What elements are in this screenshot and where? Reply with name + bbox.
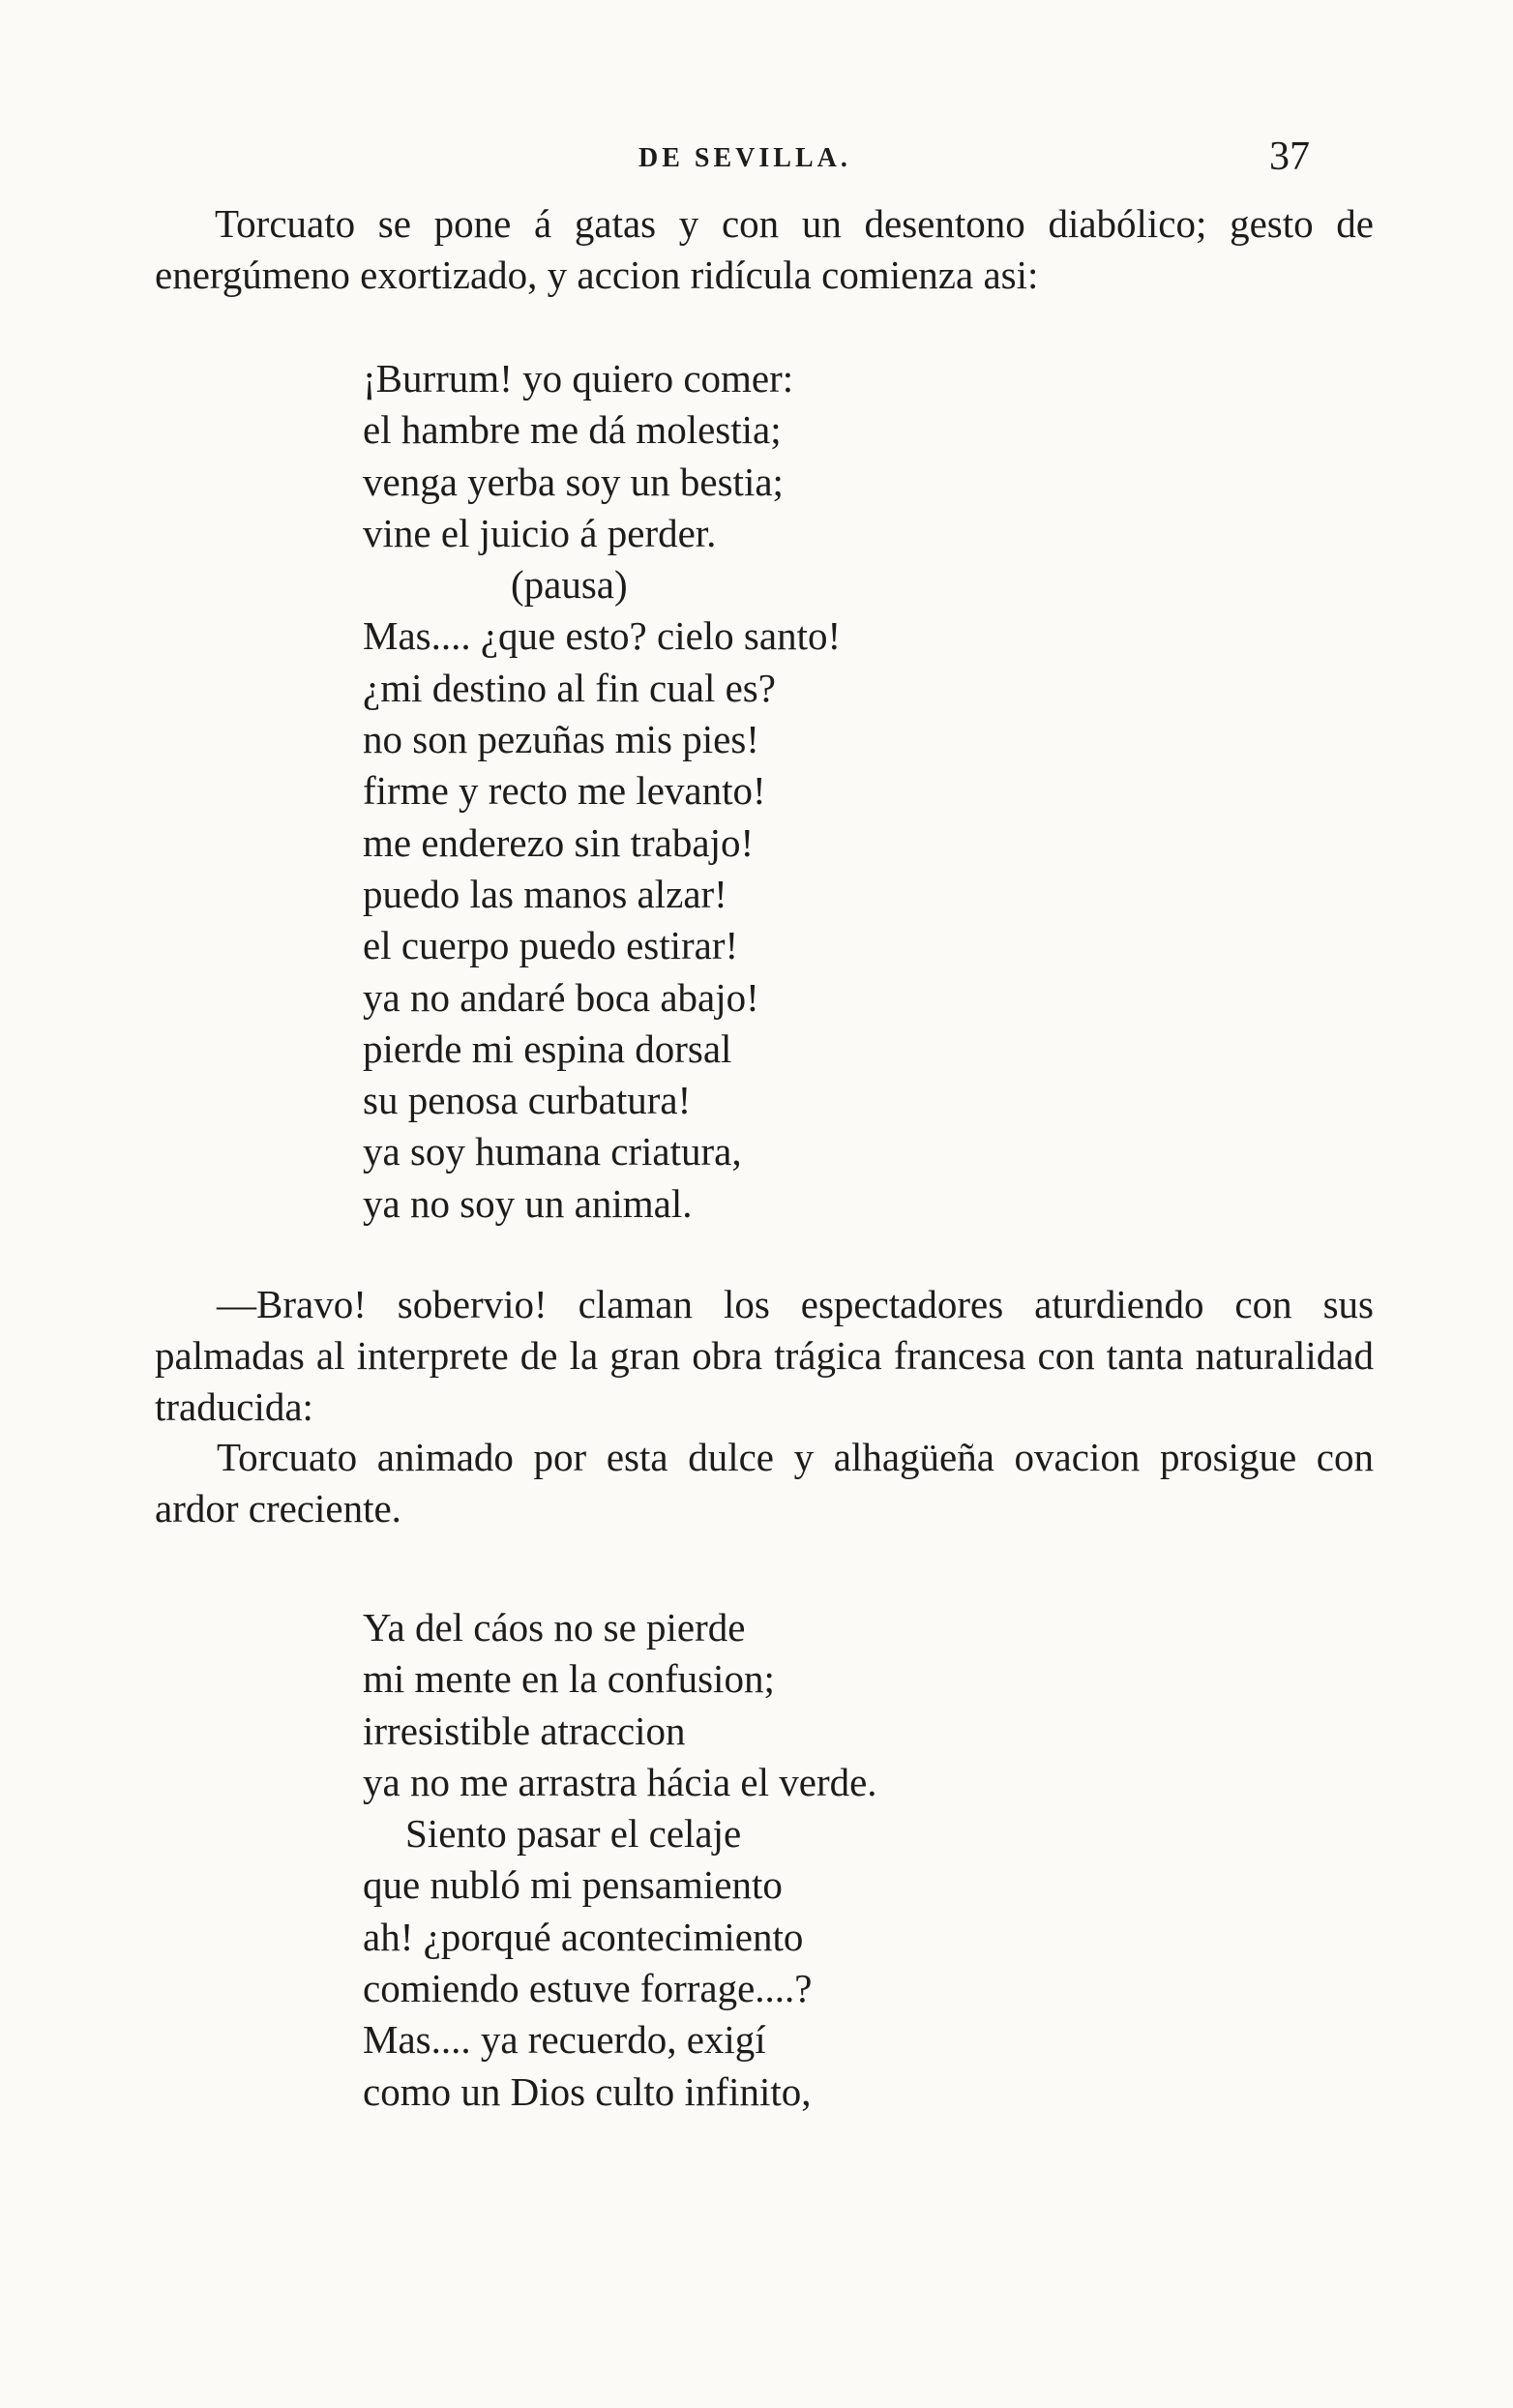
running-title: DE SEVILLA.	[638, 143, 851, 173]
verse-line: ¿mi destino al fin cual es?	[363, 665, 776, 710]
verse-line: puedo las manos alzar!	[363, 871, 727, 916]
verse-line: que nubló mi pensamiento	[363, 1862, 783, 1908]
verse-line: venga yerba soy un bestia;	[363, 459, 784, 504]
verse-line: Mas.... ya recuerdo, exigí	[363, 2017, 766, 2063]
page-header	[0, 134, 1513, 192]
verse-line: firme y recto me levanto!	[363, 768, 766, 814]
verse-line: como un Dios culto infinito,	[363, 2068, 812, 2114]
verse-block-1	[363, 353, 841, 1230]
verse-line: ah! ¿porqué acontecimiento	[363, 1914, 804, 1959]
verse-line: ya no andaré boca abajo!	[363, 974, 759, 1020]
verse-line: ya no soy un animal.	[363, 1180, 693, 1226]
verse-line: irresistible atraccion	[363, 1708, 686, 1753]
verse-line: su penosa curbatura!	[363, 1078, 692, 1123]
verse-line: el cuerpo puedo estirar!	[363, 923, 739, 968]
verse-line: Mas.... ¿que esto? cielo santo!	[363, 613, 842, 659]
stage-direction: (pausa)	[511, 562, 628, 608]
verse-line: no son pezuñas mis pies!	[363, 717, 759, 762]
paragraph-continuation: Torcuato animado por esta dulce y alhagüeña ovacion prosigue con ardor creciente.	[155, 1435, 1374, 1531]
verse-line: el hambre me dá molestia;	[363, 407, 782, 453]
verse-line: ya soy humana criatura,	[363, 1129, 742, 1174]
paragraph-applause: —Bravo! sobervio! claman los espectadores aturdiendo con sus palmadas al interprete de la gran obra trágica francesa con tanta naturalidad traducida:	[155, 1282, 1374, 1429]
page-number: 37	[1269, 134, 1310, 179]
verse-block-2	[363, 1602, 877, 2118]
verse-line: mi mente en la confusion;	[363, 1656, 775, 1702]
verse-line: Ya del cáos no se pierde	[363, 1605, 746, 1650]
verse-line: comiendo estuve forrage....?	[363, 1966, 813, 2011]
verse-line: ¡Burrum! yo quiero comer:	[363, 356, 794, 401]
verse-line: vine el juicio á perder.	[363, 510, 717, 555]
verse-line: ya no me arrastra hácia el verde.	[363, 1759, 877, 1804]
verse-line: pierde mi espina dorsal	[363, 1026, 732, 1071]
verse-line: Siento pasar el celaje	[405, 1811, 742, 1857]
paragraph-intro: Torcuato se pone á gatas y con un desentono diabólico; gesto de energúmeno exortizado, y accion ridícula comienza asi:	[155, 201, 1374, 297]
verse-line: me enderezo sin trabajo!	[363, 819, 755, 865]
